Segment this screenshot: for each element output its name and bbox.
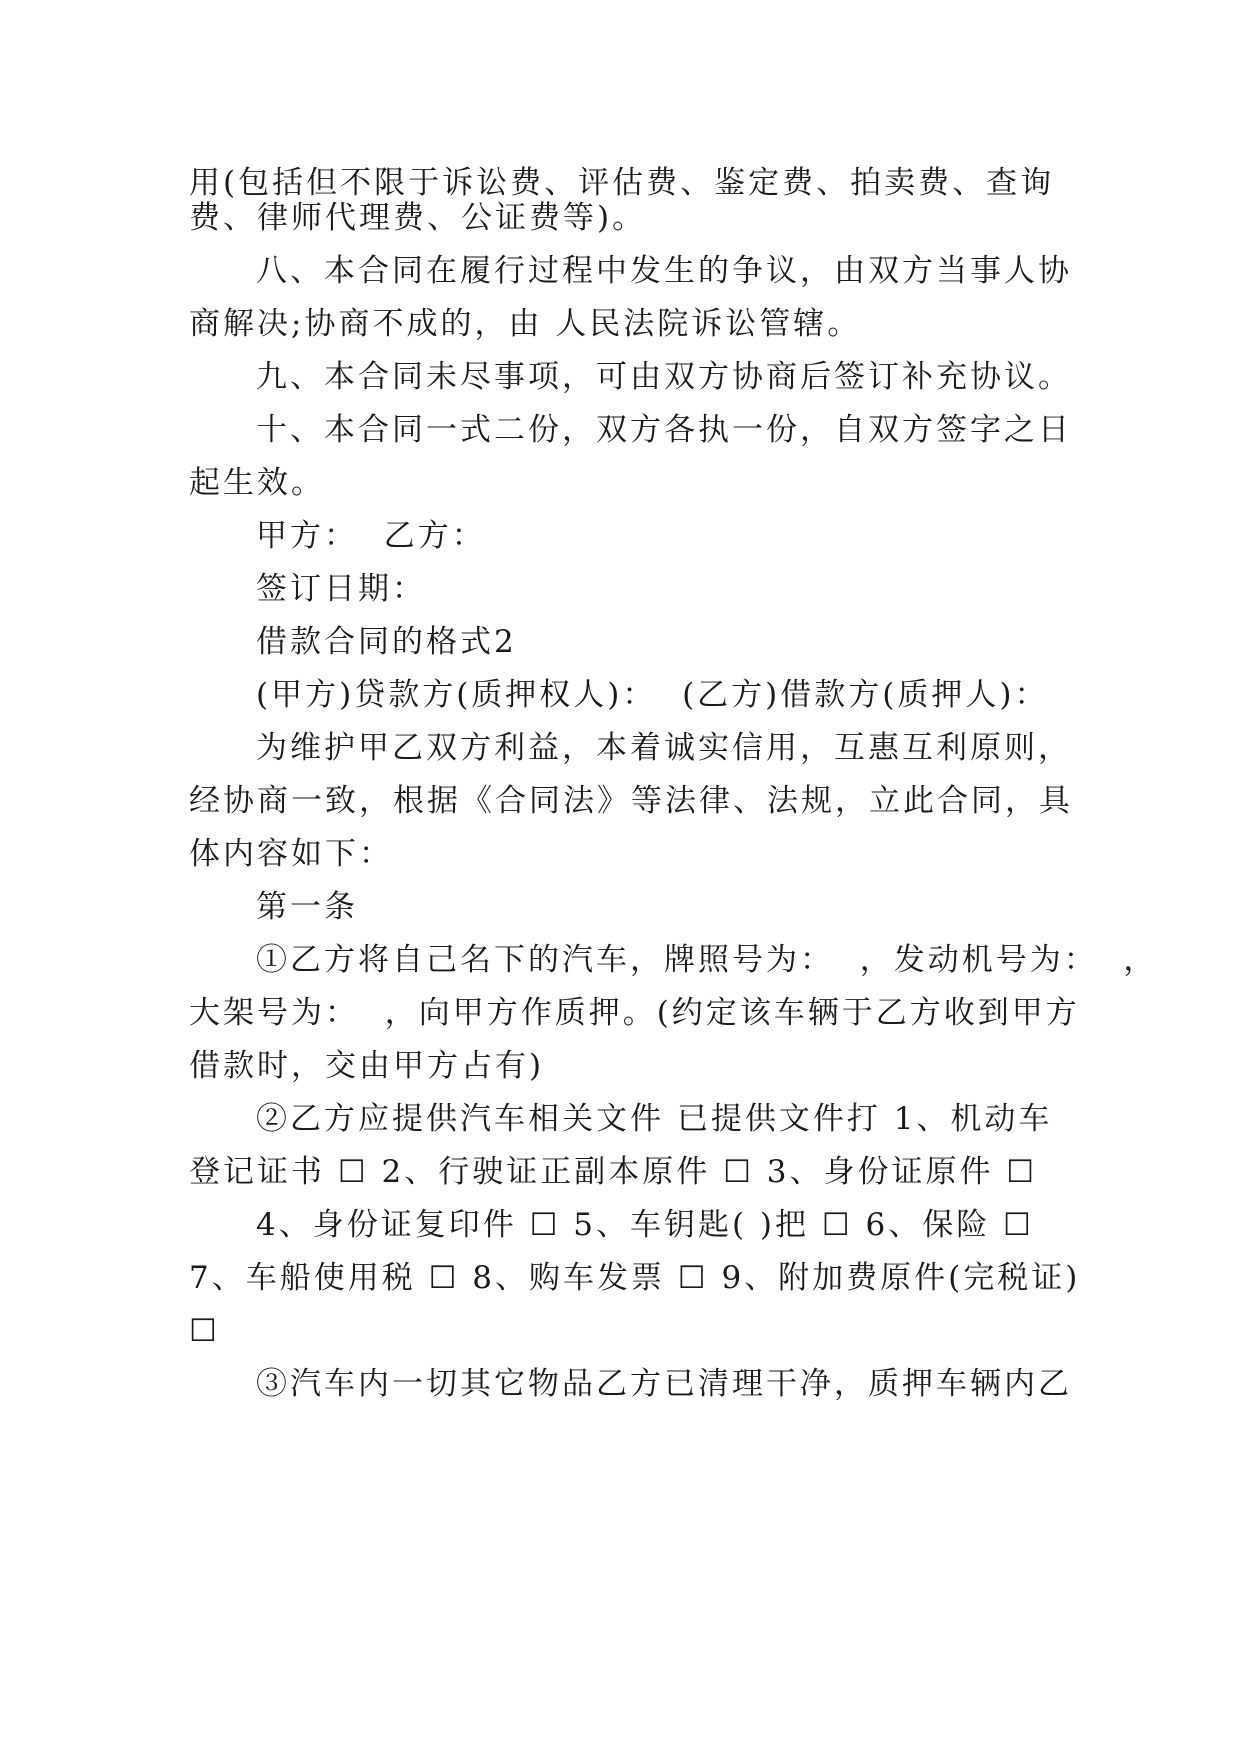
paragraph-line: ②乙方应提供汽车相关文件 已提供文件打 1、机动车 [256, 1101, 1053, 1137]
paragraph-line: 体内容如下： [189, 836, 393, 872]
paragraph-line: 借款时，交由甲方占有) [189, 1048, 545, 1084]
paragraph-line: 十、本合同一式二份，双方各执一份，自双方签字之日 [256, 412, 1072, 448]
paragraph-line: 八、本合同在履行过程中发生的争议，由双方当事人协 [256, 253, 1072, 289]
paragraph-line: (甲方)贷款方(质押权人)： (乙方)借款方(质押人)： [256, 677, 1049, 713]
paragraph-line: 起生效。 [189, 465, 325, 501]
article-heading: 第一条 [256, 889, 358, 925]
checkbox-line: ☐ [189, 1313, 220, 1349]
paragraph-line: 签订日期： [256, 571, 426, 607]
paragraph-line: 商解决;协商不成的，由 人民法院诉讼管辖。 [189, 306, 862, 342]
paragraph-line: 登记证书 ☐ 2、行驶证正副本原件 ☐ 3、身份证原件 ☐ [189, 1154, 1038, 1190]
paragraph-line: 用(包括但不限于诉讼费、评估费、鉴定费、拍卖费、查询 [189, 165, 1055, 201]
section-heading: 借款合同的格式2 [256, 624, 517, 660]
paragraph-line: 费、律师代理费、公证费等)。 [189, 200, 647, 236]
paragraph-line: 大架号为： ，向甲方作质押。(约定该车辆于乙方收到甲方 [189, 995, 1080, 1031]
paragraph-line: 4、身份证复印件 ☐ 5、车钥匙( )把 ☐ 6、保险 ☐ [256, 1207, 1034, 1243]
paragraph-line: 为维护甲乙双方利益，本着诚实信用，互惠互利原则， [256, 730, 1072, 766]
paragraph-line: 九、本合同未尽事项，可由双方协商后签订补充协议。 [256, 359, 1072, 395]
paragraph-line: ③汽车内一切其它物品乙方已清理干净，质押车辆内乙 [256, 1366, 1072, 1402]
paragraph-line: 甲方： 乙方： [256, 518, 486, 554]
paragraph-line: ①乙方将自己名下的汽车，牌照号为： ，发动机号为： ， [256, 942, 1158, 978]
paragraph-line: 经协商一致，根据《合同法》等法律、法规，立此合同，具 [189, 783, 1073, 819]
paragraph-line: 7、车船使用税 ☐ 8、购车发票 ☐ 9、附加费原件(完税证) [189, 1260, 1081, 1296]
